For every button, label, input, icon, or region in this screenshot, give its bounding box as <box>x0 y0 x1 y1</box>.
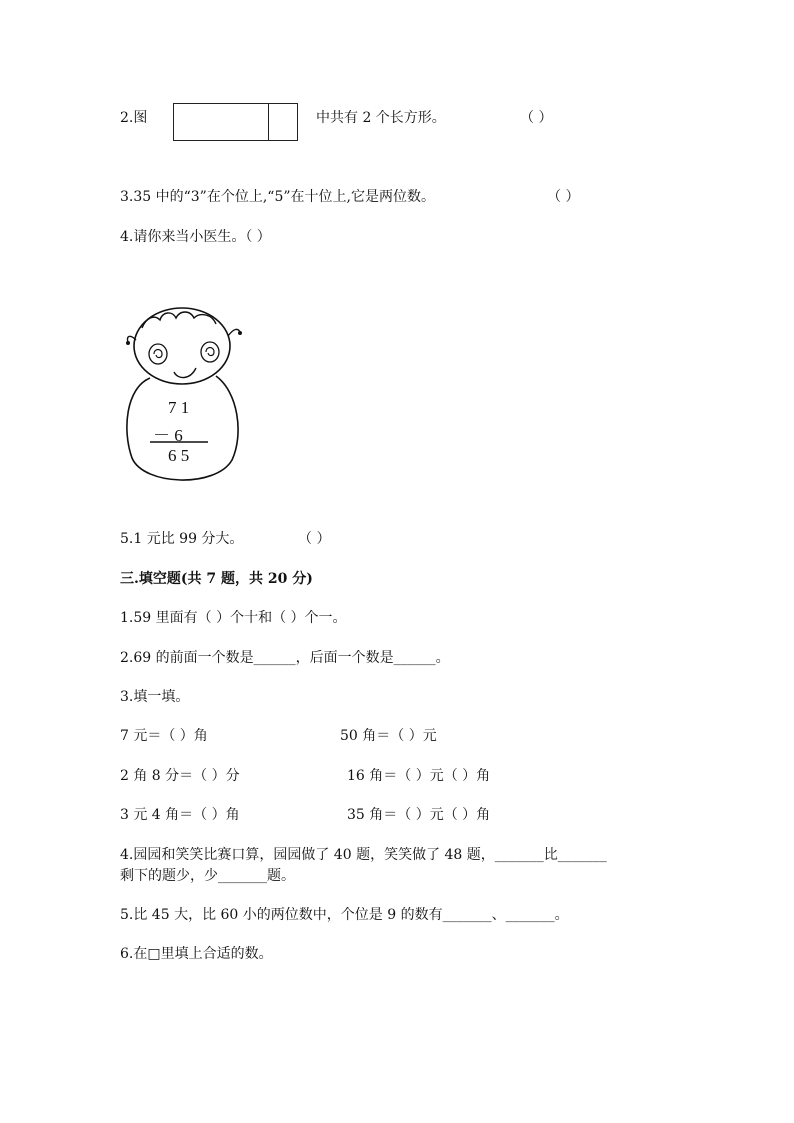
fill-q3-row3-left: 3 元 4 角＝（ ）角 <box>120 807 240 823</box>
q5-answer-paren: （ ） <box>298 531 331 547</box>
fill-q3-row1-left: 7 元＝（ ）角 <box>120 728 208 744</box>
q5-text: 5.1 元比 99 分大。 <box>120 531 244 547</box>
calc-subtrahend: － 6 <box>153 426 183 445</box>
section-title-fill-in: 三.填空题(共 7 题，共 20 分) <box>120 571 313 587</box>
fill-q3-title: 3.填一填。 <box>120 689 190 705</box>
calc-result: 6 5 <box>168 446 190 465</box>
fill-q1: 1.59 里面有（ ）个十和（ ）个一。 <box>120 610 347 626</box>
q3-text: 3.35 中的“3”在个位上,“5”在十位上,它是两位数。 <box>120 189 435 205</box>
fill-q3-row2-right: 16 角＝（ ）元（ ）角 <box>347 768 491 784</box>
fill-q6: 6.在□里填上合适的数。 <box>120 946 273 962</box>
calc-top-number: 7 1 <box>168 398 190 417</box>
q2-prefix: 2.图 <box>120 110 148 126</box>
fill-q2: 2.69 的前面一个数是______，后面一个数是______。 <box>120 650 450 666</box>
q2-suffix: 中共有 2 个长方形。 <box>316 110 446 126</box>
q3-answer-paren: （ ） <box>547 189 580 205</box>
fill-q3-row2-left: 2 角 8 分＝（ ）分 <box>120 768 240 784</box>
fill-q5: 5.比 45 大，比 60 小的两位数中，个位是 9 的数有_______、_______。 <box>120 907 569 923</box>
rectangle-divider <box>268 104 269 140</box>
q2-answer-paren: （ ） <box>520 110 553 126</box>
doll-antenna-right-tip <box>238 331 242 335</box>
fill-q4-line1: 4.园园和笑笑比赛口算，园园做了 40 题，笑笑做了 48 题，_______比_______ <box>120 847 607 863</box>
rectangle-figure <box>173 103 298 141</box>
fill-q3-row3-right: 35 角＝（ ）元（ ）角 <box>347 807 491 823</box>
q4-text: 4.请你来当小医生。（ ） <box>120 229 271 245</box>
doll-antenna-left-tip <box>126 341 130 345</box>
fill-q4-line2: 剩下的题少，少_______题。 <box>120 868 295 884</box>
fill-q3-row1-right: 50 角＝（ ）元 <box>340 728 437 744</box>
